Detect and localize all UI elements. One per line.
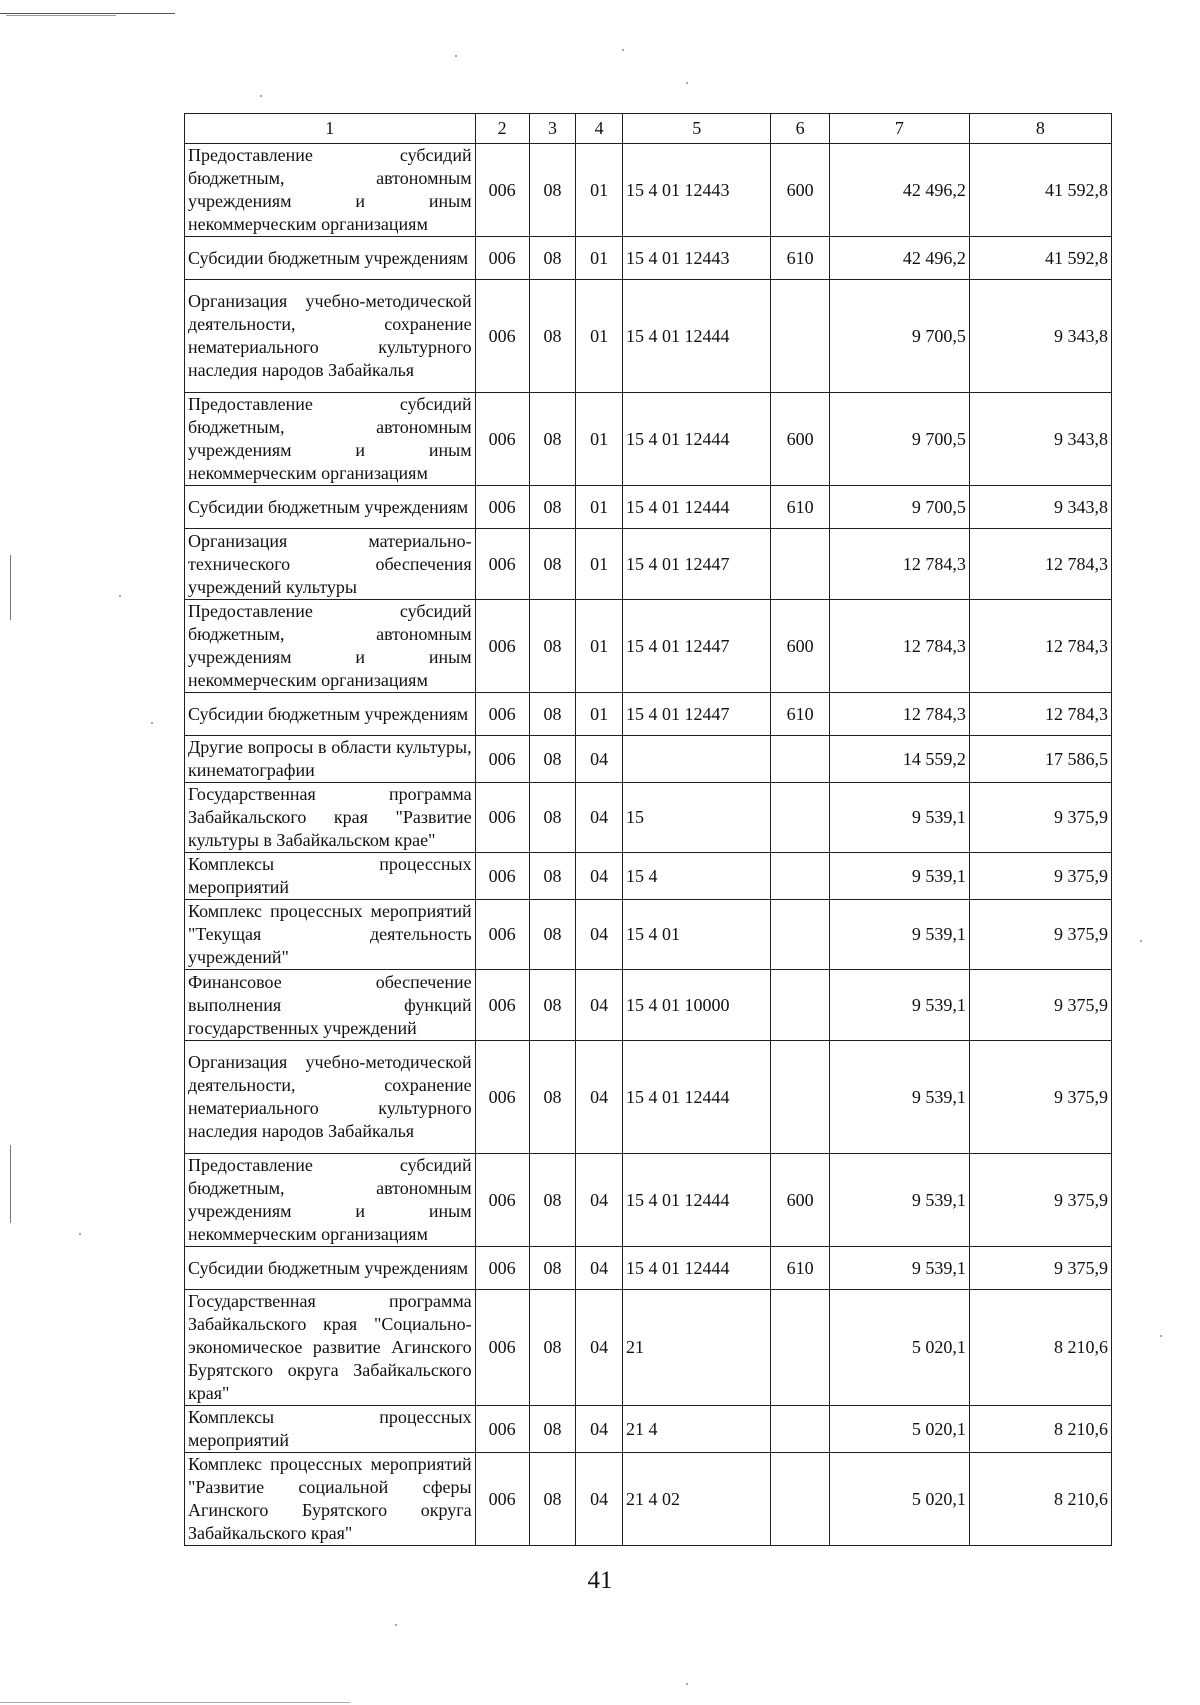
section-code: 08 <box>529 1406 576 1453</box>
amount-column-8: 12 784,3 <box>969 600 1111 693</box>
expense-type-code: 610 <box>771 693 829 736</box>
amount-column-8: 9 375,9 <box>969 970 1111 1041</box>
table-row <box>185 1406 1112 1453</box>
subsection-code: 04 <box>576 900 623 970</box>
scan-speck <box>79 1233 81 1235</box>
table-row <box>185 1290 1112 1406</box>
amount-column-8: 9 375,9 <box>969 783 1111 853</box>
table-row <box>185 693 1112 736</box>
amount-column-8: 8 210,6 <box>969 1290 1111 1406</box>
budget-table <box>184 113 1112 1546</box>
amount-column-7: 9 700,5 <box>829 280 969 393</box>
subsection-code: 01 <box>576 237 623 280</box>
expense-type-code: 610 <box>771 237 829 280</box>
row-name: Государственная программа Забайкальского края "Развитие культуры в Забайкальском крае" <box>185 783 476 853</box>
subsection-code: 01 <box>576 144 623 237</box>
column-header: 6 <box>771 114 829 144</box>
section-code: 08 <box>529 393 576 486</box>
section-code: 08 <box>529 144 576 237</box>
subsection-code: 04 <box>576 853 623 900</box>
section-code: 08 <box>529 529 576 600</box>
target-code: 15 4 01 12444 <box>623 1041 771 1154</box>
table-row <box>185 900 1112 970</box>
scan-artifact-line <box>0 1702 350 1703</box>
table-row <box>185 280 1112 393</box>
subsection-code: 01 <box>576 693 623 736</box>
target-code: 15 4 01 <box>623 900 771 970</box>
row-name: Предоставление субсидий бюджетным, автономным учреждениям и иным некоммерческим организациям <box>185 393 476 486</box>
column-header: 2 <box>475 114 529 144</box>
scan-artifact-line <box>6 15 116 16</box>
amount-column-7: 9 539,1 <box>829 783 969 853</box>
expense-type-code <box>771 853 829 900</box>
admin-code: 006 <box>475 900 529 970</box>
expense-type-code: 600 <box>771 393 829 486</box>
scan-speck <box>395 1624 397 1626</box>
table-row <box>185 486 1112 529</box>
amount-column-7: 42 496,2 <box>829 237 969 280</box>
amount-column-8: 12 784,3 <box>969 693 1111 736</box>
admin-code: 006 <box>475 693 529 736</box>
amount-column-7: 9 539,1 <box>829 1247 969 1290</box>
amount-column-7: 9 539,1 <box>829 1154 969 1247</box>
target-code: 15 4 01 12444 <box>623 1154 771 1247</box>
section-code: 08 <box>529 783 576 853</box>
table-row <box>185 1154 1112 1247</box>
scan-speck <box>119 595 121 597</box>
row-name: Комплексы процессных мероприятий <box>185 1406 476 1453</box>
amount-column-7: 42 496,2 <box>829 144 969 237</box>
target-code: 15 4 01 12444 <box>623 280 771 393</box>
row-name: Организация учебно-методической деятельности, сохранение нематериального культурного наследия народов Забайкалья <box>185 1041 476 1154</box>
table-header-row <box>185 114 1112 144</box>
section-code: 08 <box>529 853 576 900</box>
expense-type-code: 600 <box>771 1154 829 1247</box>
table-row <box>185 783 1112 853</box>
admin-code: 006 <box>475 1041 529 1154</box>
target-code: 21 <box>623 1290 771 1406</box>
subsection-code: 01 <box>576 529 623 600</box>
row-name: Субсидии бюджетным учреждениям <box>185 693 476 736</box>
admin-code: 006 <box>475 1154 529 1247</box>
target-code: 15 4 01 12444 <box>623 486 771 529</box>
section-code: 08 <box>529 693 576 736</box>
amount-column-7: 9 539,1 <box>829 970 969 1041</box>
subsection-code: 04 <box>576 736 623 783</box>
row-name: Субсидии бюджетным учреждениям <box>185 1247 476 1290</box>
amount-column-7: 9 700,5 <box>829 486 969 529</box>
table-row <box>185 1247 1112 1290</box>
target-code: 15 4 01 12447 <box>623 600 771 693</box>
subsection-code: 01 <box>576 393 623 486</box>
amount-column-7: 12 784,3 <box>829 693 969 736</box>
amount-column-8: 8 210,6 <box>969 1406 1111 1453</box>
admin-code: 006 <box>475 970 529 1041</box>
admin-code: 006 <box>475 237 529 280</box>
subsection-code: 01 <box>576 600 623 693</box>
expense-type-code <box>771 1453 829 1546</box>
column-header: 8 <box>969 114 1111 144</box>
amount-column-8: 41 592,8 <box>969 144 1111 237</box>
amount-column-8: 9 375,9 <box>969 1154 1111 1247</box>
amount-column-7: 5 020,1 <box>829 1290 969 1406</box>
expense-type-code <box>771 900 829 970</box>
scan-artifact-line <box>0 13 175 14</box>
expense-type-code <box>771 783 829 853</box>
row-name: Комплекс процессных мероприятий "Развитие социальной сферы Агинского Бурятского округа Забайкальского края" <box>185 1453 476 1546</box>
target-code: 15 4 01 12444 <box>623 1247 771 1290</box>
column-header: 3 <box>529 114 576 144</box>
admin-code: 006 <box>475 736 529 783</box>
subsection-code: 04 <box>576 1453 623 1546</box>
row-name: Субсидии бюджетным учреждениям <box>185 486 476 529</box>
section-code: 08 <box>529 1290 576 1406</box>
scan-speck <box>455 55 457 57</box>
amount-column-8: 8 210,6 <box>969 1453 1111 1546</box>
section-code: 08 <box>529 1154 576 1247</box>
section-code: 08 <box>529 900 576 970</box>
target-code: 15 4 01 12447 <box>623 693 771 736</box>
expense-type-code <box>771 1290 829 1406</box>
target-code: 15 4 01 12447 <box>623 529 771 600</box>
scan-speck <box>622 49 624 51</box>
admin-code: 006 <box>475 1247 529 1290</box>
scan-speck <box>151 722 153 724</box>
section-code: 08 <box>529 280 576 393</box>
expense-type-code <box>771 280 829 393</box>
amount-column-8: 9 343,8 <box>969 486 1111 529</box>
scan-artifact-mark <box>10 555 11 620</box>
amount-column-7: 9 539,1 <box>829 1041 969 1154</box>
table-row <box>185 144 1112 237</box>
admin-code: 006 <box>475 783 529 853</box>
admin-code: 006 <box>475 393 529 486</box>
expense-type-code: 610 <box>771 1247 829 1290</box>
admin-code: 006 <box>475 853 529 900</box>
expense-type-code <box>771 970 829 1041</box>
amount-column-8: 9 375,9 <box>969 1247 1111 1290</box>
amount-column-8: 9 375,9 <box>969 1041 1111 1154</box>
section-code: 08 <box>529 1247 576 1290</box>
table-body <box>185 144 1112 1546</box>
expense-type-code: 600 <box>771 144 829 237</box>
expense-type-code <box>771 1406 829 1453</box>
subsection-code: 04 <box>576 1290 623 1406</box>
section-code: 08 <box>529 237 576 280</box>
admin-code: 006 <box>475 600 529 693</box>
expense-type-code: 610 <box>771 486 829 529</box>
page-number: 41 <box>587 1567 613 1594</box>
amount-column-8: 12 784,3 <box>969 529 1111 600</box>
row-name: Комплекс процессных мероприятий "Текущая деятельность учреждений" <box>185 900 476 970</box>
row-name: Предоставление субсидий бюджетным, автономным учреждениям и иным некоммерческим организациям <box>185 144 476 237</box>
section-code: 08 <box>529 600 576 693</box>
subsection-code: 01 <box>576 486 623 529</box>
column-header: 7 <box>829 114 969 144</box>
table-row <box>185 1041 1112 1154</box>
expense-type-code <box>771 529 829 600</box>
section-code: 08 <box>529 970 576 1041</box>
table-row <box>185 529 1112 600</box>
amount-column-8: 9 375,9 <box>969 853 1111 900</box>
table-row <box>185 853 1112 900</box>
amount-column-7: 9 539,1 <box>829 900 969 970</box>
amount-column-8: 17 586,5 <box>969 736 1111 783</box>
amount-column-8: 9 343,8 <box>969 393 1111 486</box>
target-code: 15 4 01 12443 <box>623 144 771 237</box>
row-name: Государственная программа Забайкальского края "Социально-экономическое развитие Агинского Бурятского округа Забайкальского края" <box>185 1290 476 1406</box>
scan-speck <box>686 82 688 84</box>
row-name: Предоставление субсидий бюджетным, автономным учреждениям и иным некоммерческим организациям <box>185 1154 476 1247</box>
row-name: Организация материально-технического обеспечения учреждений культуры <box>185 529 476 600</box>
admin-code: 006 <box>475 486 529 529</box>
subsection-code: 04 <box>576 1247 623 1290</box>
amount-column-8: 9 343,8 <box>969 280 1111 393</box>
row-name: Комплексы процессных мероприятий <box>185 853 476 900</box>
amount-column-8: 9 375,9 <box>969 900 1111 970</box>
target-code: 21 4 <box>623 1406 771 1453</box>
column-header: 1 <box>185 114 476 144</box>
target-code: 15 4 <box>623 853 771 900</box>
subsection-code: 04 <box>576 970 623 1041</box>
subsection-code: 04 <box>576 783 623 853</box>
expense-type-code: 600 <box>771 600 829 693</box>
table-row <box>185 237 1112 280</box>
target-code: 15 4 01 12444 <box>623 393 771 486</box>
table-row <box>185 600 1112 693</box>
column-header: 5 <box>623 114 771 144</box>
amount-column-7: 5 020,1 <box>829 1406 969 1453</box>
admin-code: 006 <box>475 144 529 237</box>
section-code: 08 <box>529 1453 576 1546</box>
subsection-code: 04 <box>576 1154 623 1247</box>
expense-type-code <box>771 1041 829 1154</box>
row-name: Организация учебно-методической деятельности, сохранение нематериального культурного наследия народов Забайкалья <box>185 280 476 393</box>
amount-column-7: 9 539,1 <box>829 853 969 900</box>
amount-column-7: 12 784,3 <box>829 529 969 600</box>
expense-type-code <box>771 736 829 783</box>
admin-code: 006 <box>475 1406 529 1453</box>
section-code: 08 <box>529 486 576 529</box>
target-code: 15 <box>623 783 771 853</box>
amount-column-7: 9 700,5 <box>829 393 969 486</box>
target-code: 15 4 01 12443 <box>623 237 771 280</box>
subsection-code: 04 <box>576 1406 623 1453</box>
column-header: 4 <box>576 114 623 144</box>
amount-column-7: 12 784,3 <box>829 600 969 693</box>
scan-artifact-mark <box>10 1145 11 1223</box>
target-code <box>623 736 771 783</box>
target-code: 21 4 02 <box>623 1453 771 1546</box>
admin-code: 006 <box>475 1453 529 1546</box>
row-name: Субсидии бюджетным учреждениям <box>185 237 476 280</box>
target-code: 15 4 01 10000 <box>623 970 771 1041</box>
section-code: 08 <box>529 1041 576 1154</box>
row-name: Финансовое обеспечение выполнения функций государственных учреждений <box>185 970 476 1041</box>
section-code: 08 <box>529 736 576 783</box>
admin-code: 006 <box>475 280 529 393</box>
admin-code: 006 <box>475 529 529 600</box>
scan-speck <box>1160 1335 1162 1337</box>
amount-column-7: 5 020,1 <box>829 1453 969 1546</box>
amount-column-7: 14 559,2 <box>829 736 969 783</box>
row-name: Предоставление субсидий бюджетным, автономным учреждениям и иным некоммерческим организациям <box>185 600 476 693</box>
subsection-code: 04 <box>576 1041 623 1154</box>
row-name: Другие вопросы в области культуры, кинематографии <box>185 736 476 783</box>
scan-speck <box>1140 940 1142 942</box>
table-row <box>185 393 1112 486</box>
subsection-code: 01 <box>576 280 623 393</box>
table-row <box>185 1453 1112 1546</box>
admin-code: 006 <box>475 1290 529 1406</box>
amount-column-8: 41 592,8 <box>969 237 1111 280</box>
scan-speck <box>260 95 262 97</box>
scan-speck <box>686 1683 688 1685</box>
table-row <box>185 970 1112 1041</box>
table-row <box>185 736 1112 783</box>
